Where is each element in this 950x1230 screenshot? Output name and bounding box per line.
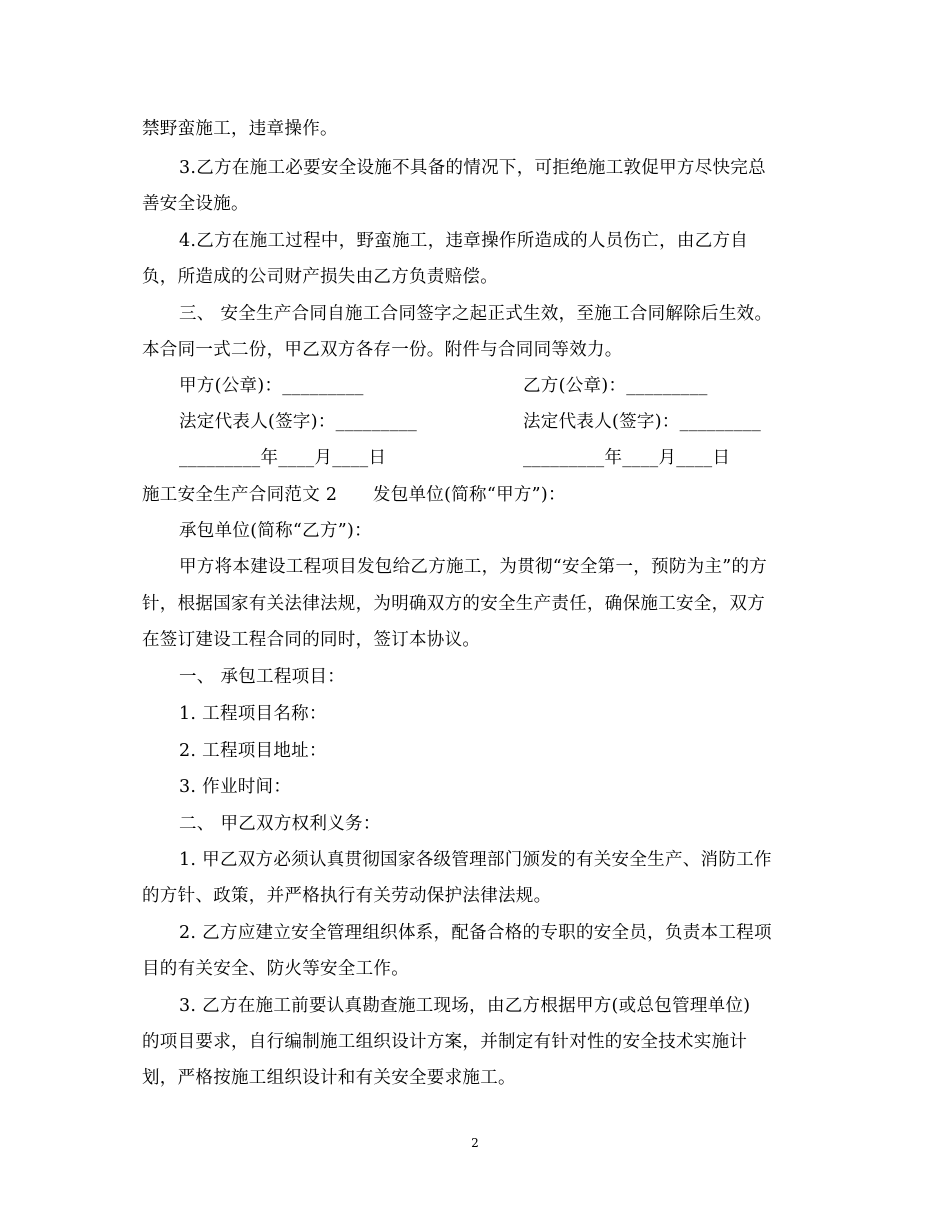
paragraph-line: 的项目要求，自行编制施工组织设计方案，并制定有针对性的安全技术实施计 <box>142 1032 748 1052</box>
paragraph-line: 4.乙方在施工过程中，野蛮施工，违章操作所造成的人员伤亡，由乙方自 <box>179 231 749 251</box>
paragraph-line: 本合同一式二份，甲乙双方各存一份。附件与合同同等效力。 <box>142 340 623 360</box>
section-heading: 施工安全生产合同范文 2 发包单位(简称“甲方”)： <box>142 485 566 505</box>
paragraph-line: 甲方将本建设工程项目发包给乙方施工，为贯彻“安全第一，预防为主”的方 <box>179 557 768 577</box>
paragraph-line: 3.乙方在施工必要安全设施不具备的情况下，可拒绝施工敦促甲方尽快完总 <box>179 158 766 178</box>
paragraph-line: 负，所造成的公司财产损失由乙方负责赔偿。 <box>142 267 498 287</box>
paragraph-line: 目的有关安全、防火等安全工作。 <box>142 959 409 979</box>
paragraph-line: 针，根据国家有关法律法规，为明确双方的安全生产责任，确保施工安全，双方 <box>142 594 765 614</box>
paragraph-line: 划，严格按施工组织设计和有关安全要求施工。 <box>142 1068 516 1088</box>
paragraph-line: 1. 甲乙双方必须认真贯彻国家各级管理部门颁发的有关安全生产、消防工作 <box>179 850 772 870</box>
party-a-seal: 甲方(公章)：_________ <box>179 376 364 396</box>
paragraph-line: 2. 乙方应建立安全管理组织体系，配备合格的专职的安全员，负责本工程项 <box>179 923 772 943</box>
party-b-date: _________年____月____日 <box>523 448 731 468</box>
list-item: 1. 工程项目名称： <box>179 704 327 724</box>
paragraph-line: 在签订建设工程合同的同时，签订本协议。 <box>142 630 481 650</box>
party-b-seal: 乙方(公章)：_________ <box>523 376 708 396</box>
paragraph-line: 禁野蛮施工，违章操作。 <box>142 119 338 139</box>
party-a-representative: 法定代表人(签字)：_________ <box>179 412 418 432</box>
paragraph-line: 一、 承包工程项目： <box>179 667 346 687</box>
paragraph-line: 承包单位(简称“乙方”)： <box>179 521 372 541</box>
paragraph-line: 的方针、政策，并严格执行有关劳动保护法律法规。 <box>142 886 552 906</box>
paragraph-line: 二、 甲乙双方权利义务： <box>179 814 381 834</box>
list-item: 3. 作业时间： <box>179 777 292 797</box>
party-a-date: _________年____月____日 <box>179 448 387 468</box>
list-item: 2. 工程项目地址： <box>179 741 327 761</box>
party-b-representative: 法定代表人(签字)：_________ <box>523 412 762 432</box>
paragraph-line: 三、 安全生产合同自施工合同签字之起正式生效，至施工合同解除后生效。 <box>179 304 773 324</box>
paragraph-line: 善安全设施。 <box>142 194 249 214</box>
paragraph-line: 3. 乙方在施工前要认真勘查施工现场，由乙方根据甲方(或总包管理单位) <box>179 996 751 1016</box>
page-number: 2 <box>471 1136 479 1150</box>
